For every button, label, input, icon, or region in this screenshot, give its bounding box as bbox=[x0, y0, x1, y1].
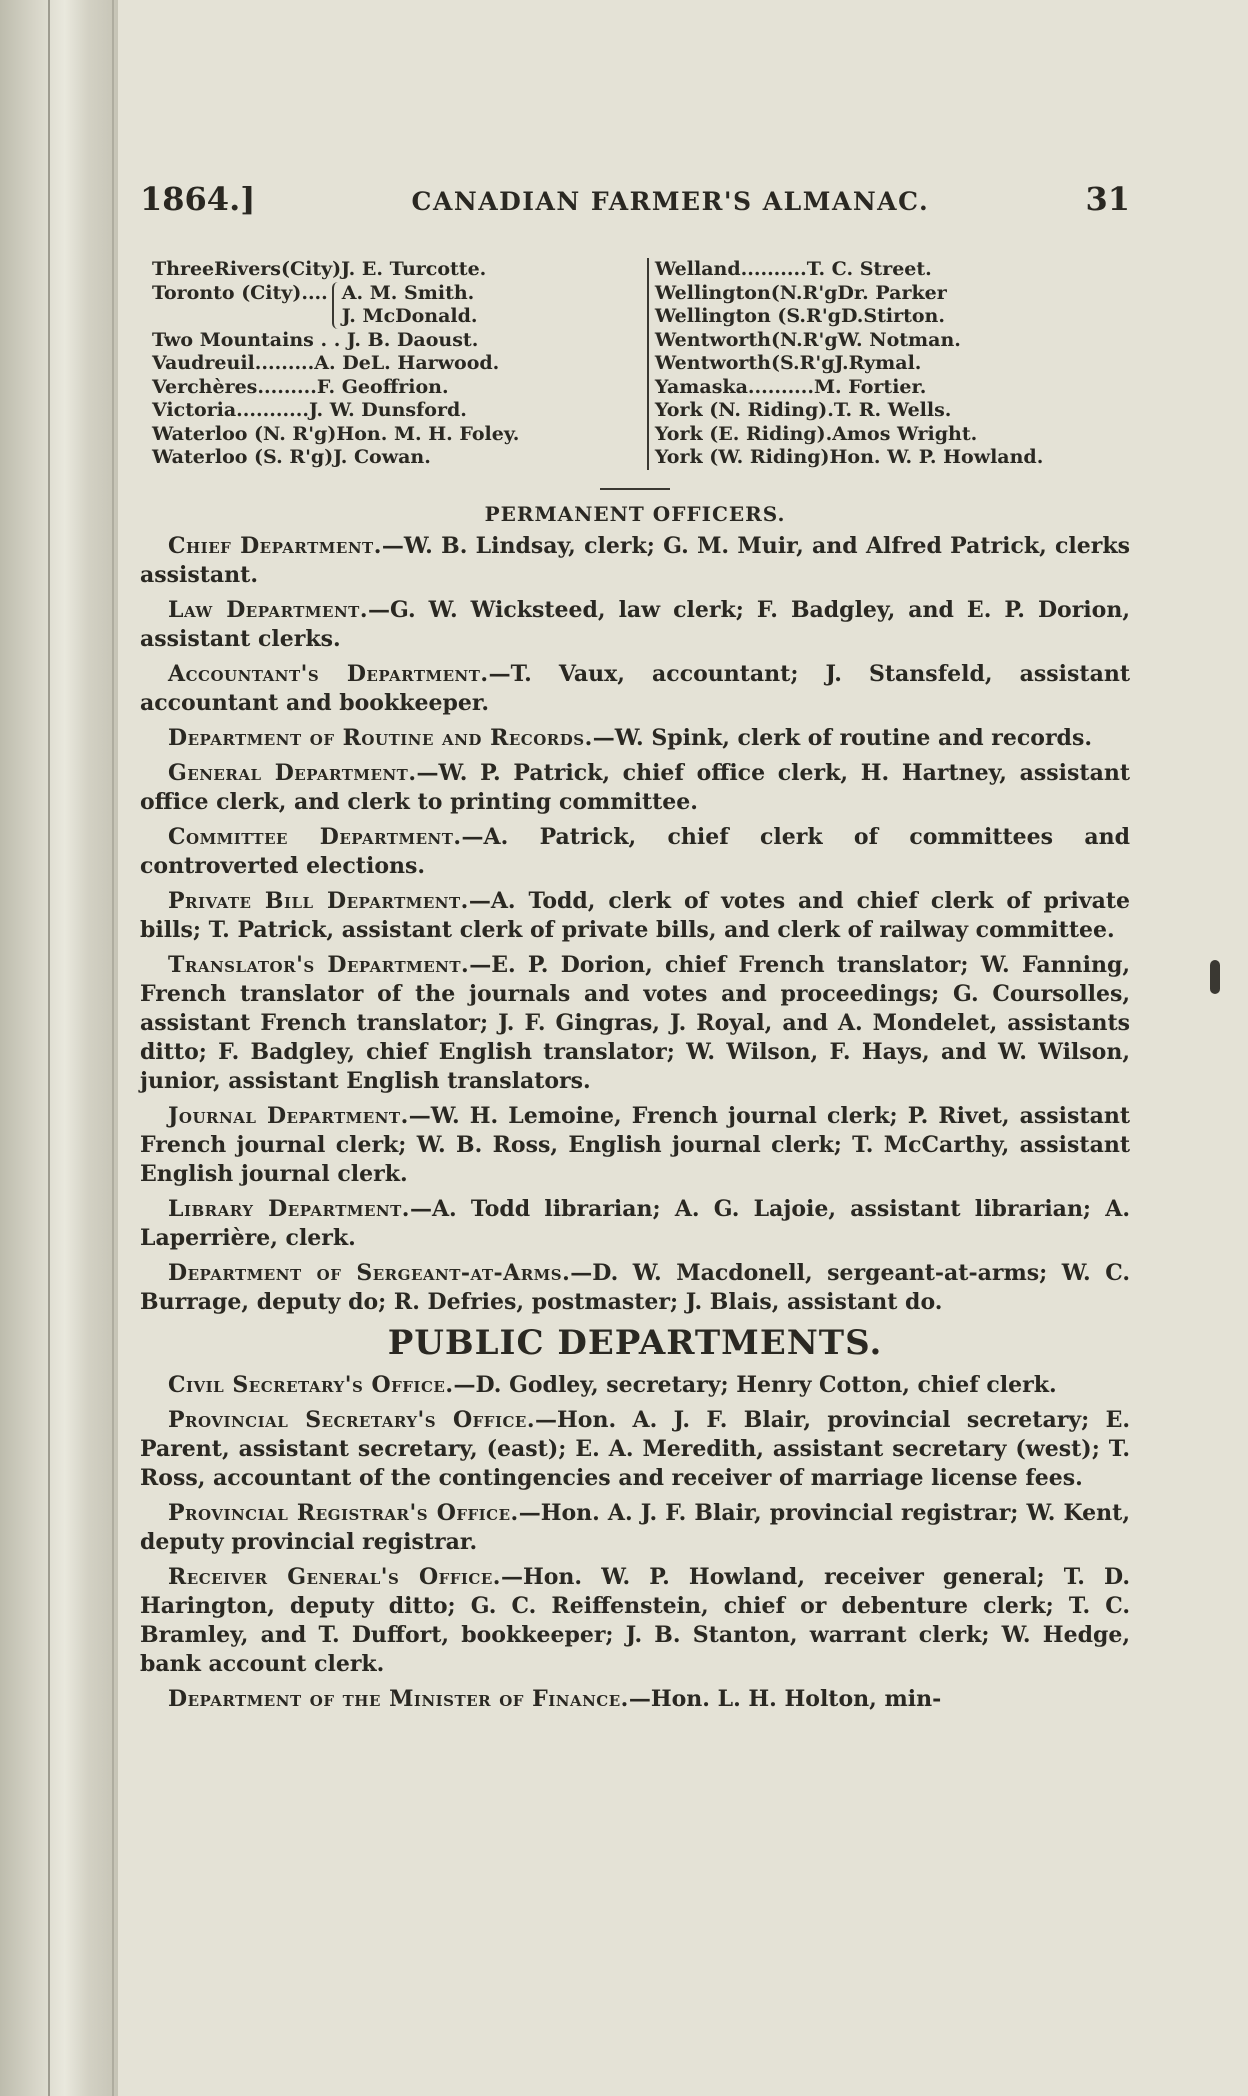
department-name: Department of the Minister of Finance. bbox=[168, 1685, 629, 1712]
public-departments-section bbox=[140, 1371, 1130, 1714]
department-name: Provincial Secretary's Office. bbox=[168, 1406, 536, 1433]
department-text: —W. B. Lindsay, clerk; G. M. Muir, and Alfred Patrick, clerks assistant. bbox=[140, 532, 1131, 588]
department-name: Library Department. bbox=[168, 1195, 410, 1222]
member-row: Two Mountains . . J. B. Daoust. bbox=[152, 328, 479, 351]
section-divider bbox=[600, 488, 670, 490]
running-header bbox=[140, 180, 1130, 240]
page-number: 31 bbox=[1085, 180, 1130, 218]
permanent-officers-heading: PERMANENT OFFICERS. bbox=[484, 501, 786, 526]
department-entry bbox=[140, 1371, 1130, 1400]
member-row: Welland..........T. C. Street. bbox=[654, 258, 932, 280]
department-entry bbox=[140, 596, 1130, 654]
department-entry bbox=[140, 1499, 1130, 1557]
department-entry bbox=[140, 823, 1130, 881]
book-gutter bbox=[0, 0, 118, 2096]
member-row: York (E. Riding).Amos Wright. bbox=[654, 422, 978, 445]
department-entry bbox=[140, 759, 1130, 817]
department-entry bbox=[140, 1102, 1130, 1189]
department-name: Department of Sergeant-at-Arms. bbox=[168, 1259, 571, 1286]
department-text: —G. W. Wicksteed, law clerk; F. Badgley, and E. P. Dorion, assistant clerks. bbox=[140, 596, 1130, 652]
member-row: Wentworth(S.R'gJ.Rymal. bbox=[654, 352, 922, 374]
department-text: —T. Vaux, accountant; J. Stansfeld, assistant accountant and bookkeeper. bbox=[140, 660, 1130, 716]
department-text: —A. Patrick, chief clerk of committees and controverted elections. bbox=[140, 823, 1130, 879]
member-row-toronto bbox=[152, 282, 647, 329]
department-entry bbox=[140, 1259, 1130, 1317]
gutter-fold-line bbox=[48, 0, 50, 2096]
header-title: CANADIAN FARMER'S ALMANAC. bbox=[411, 187, 930, 216]
department-name: Accountant's Department. bbox=[168, 660, 489, 687]
almanac-page bbox=[140, 180, 1130, 1720]
department-text: —Hon. W. P. Howland, receiver general; T. D. Harington, deputy ditto; G. C. Reiffenstein, chief or debenture clerk; T. C. Bramley, and T. Duffort, bookkeeper; J. B. Stanton, warrant clerk; W. Hedge, bank account clerk. bbox=[140, 1563, 1130, 1677]
department-name: Translator's Department. bbox=[168, 951, 470, 978]
public-departments-heading: PUBLIC DEPARTMENTS. bbox=[387, 1322, 883, 1363]
members-left-column bbox=[140, 258, 647, 470]
member-row: Verchères.........F. Geoffrion. bbox=[152, 375, 449, 398]
department-text: —Hon. A. J. F. Blair, provincial secretary; E. Parent, assistant secretary, (east); E. A. Meredith, assistant secretary (west); T. Ross, accountant of the contingencies and receiver of marriage license fees. bbox=[140, 1406, 1130, 1491]
header-year: 1864.] bbox=[140, 180, 256, 218]
department-entry bbox=[140, 951, 1130, 1096]
department-name: Chief Department. bbox=[168, 532, 382, 559]
member-constituency: Toronto (City).... bbox=[152, 281, 328, 304]
member-row: York (W. Riding)Hon. W. P. Howland. bbox=[654, 446, 1044, 468]
ink-blot-mark bbox=[1210, 960, 1220, 994]
department-name: Law Department. bbox=[168, 596, 368, 623]
member-row: York (N. Riding).T. R. Wells. bbox=[654, 399, 952, 421]
member-name: A. M. Smith. bbox=[341, 281, 475, 304]
department-text: —A. Todd librarian; A. G. Lajoie, assistant librarian; A. Laperrière, clerk. bbox=[140, 1195, 1130, 1251]
member-row: Vaudreuil.........A. DeL. Harwood. bbox=[152, 352, 500, 374]
member-row: Waterloo (N. R'g)Hon. M. H. Foley. bbox=[152, 422, 520, 445]
member-row: Yamaska..........M. Fortier. bbox=[654, 375, 927, 398]
department-entry bbox=[140, 1685, 1130, 1714]
department-text: —D. W. Macdonell, sergeant-at-arms; W. C. Burrage, deputy do; R. Defries, postmaster; J. Blais, assistant do. bbox=[140, 1259, 1130, 1315]
member-row: Waterloo (S. R'g)J. Cowan. bbox=[152, 446, 431, 468]
department-name: Receiver General's Office. bbox=[168, 1563, 501, 1590]
department-name: General Department. bbox=[168, 759, 417, 786]
department-entry bbox=[140, 1563, 1130, 1679]
department-entry bbox=[140, 724, 1130, 753]
member-name: J. McDonald. bbox=[341, 305, 478, 327]
department-name: Private Bill Department. bbox=[168, 887, 469, 914]
member-row: ThreeRivers(City)J. E. Turcotte. bbox=[152, 258, 487, 280]
member-names-brace bbox=[332, 282, 478, 329]
page-edge-line bbox=[112, 0, 114, 2096]
members-list bbox=[140, 258, 1130, 470]
member-row: Wellington(N.R'gDr. Parker bbox=[654, 281, 947, 304]
department-name: Department of Routine and Records. bbox=[168, 724, 593, 751]
department-name: Committee Department. bbox=[168, 823, 462, 850]
department-entry bbox=[140, 1195, 1130, 1253]
department-entry bbox=[140, 1406, 1130, 1493]
department-text: —D. Godley, secretary; Henry Cotton, chief clerk. bbox=[453, 1371, 1057, 1398]
member-row: Wellington (S.R'gD.Stirton. bbox=[654, 305, 945, 327]
department-text: —W. P. Patrick, chief office clerk, H. Hartney, assistant office clerk, and clerk to printing committee. bbox=[140, 759, 1130, 815]
department-name: Civil Secretary's Office. bbox=[168, 1371, 454, 1398]
member-row: Victoria...........J. W. Dunsford. bbox=[152, 399, 467, 421]
department-text: —W. Spink, clerk of routine and records. bbox=[592, 724, 1092, 751]
department-entry bbox=[140, 887, 1130, 945]
department-text: —Hon. A. J. F. Blair, provincial registrar; W. Kent, deputy provincial registrar. bbox=[140, 1499, 1130, 1555]
department-text: —Hon. L. H. Holton, min- bbox=[628, 1685, 942, 1712]
member-row: Wentworth(N.R'gW. Notman. bbox=[654, 328, 961, 351]
department-text: —W. H. Lemoine, French journal clerk; P. Rivet, assistant French journal clerk; W. B. Ross, English journal clerk; T. McCarthy, assistant English journal clerk. bbox=[140, 1102, 1130, 1187]
department-entry bbox=[140, 660, 1130, 718]
department-name: Provincial Registrar's Office. bbox=[168, 1499, 519, 1526]
department-entry bbox=[140, 532, 1130, 590]
permanent-officers-section bbox=[140, 532, 1130, 1317]
members-right-column bbox=[647, 258, 1130, 470]
department-name: Journal Department. bbox=[168, 1102, 409, 1129]
department-text: —E. P. Dorion, chief French translator; W. Fanning, French translator of the journals and votes and proceedings; G. Coursolles, assistant French translator; J. F. Gingras, J. Royal, and A. Mondelet, assistants ditto; F. Badgley, chief English translator; W. Wilson, F. Hays, and W. Wilson, junior, assistant English translators. bbox=[140, 951, 1131, 1094]
department-text: —A. Todd, clerk of votes and chief clerk of private bills; T. Patrick, assistant clerk of private bills, and clerk of railway committee. bbox=[140, 887, 1130, 943]
